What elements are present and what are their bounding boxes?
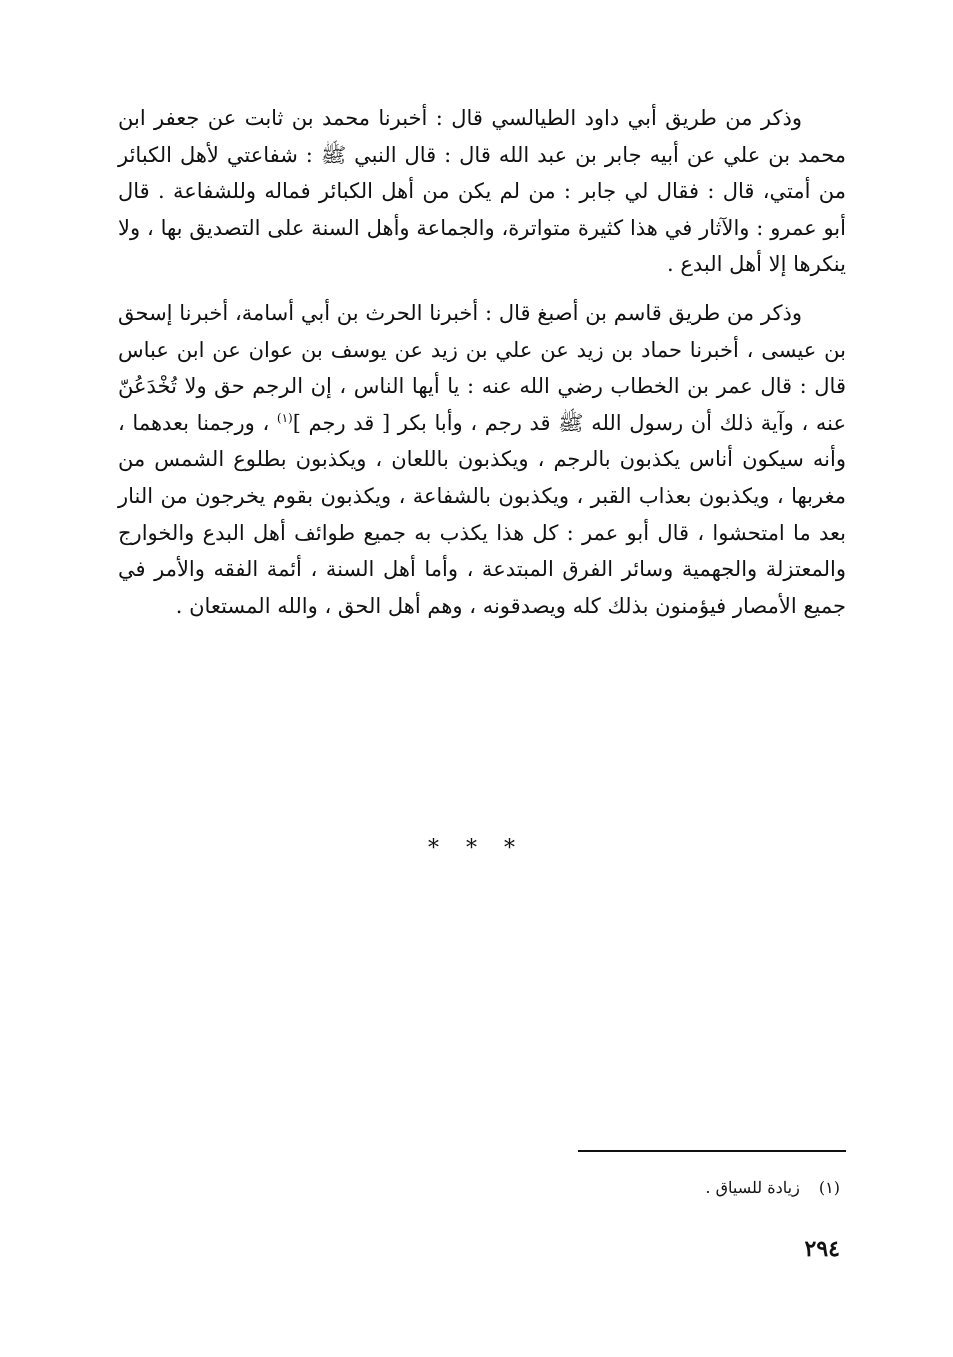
footnote-divider (578, 1150, 846, 1152)
footnote (440, 1178, 840, 1197)
footnote-reference: (١) (276, 410, 293, 425)
paragraph-2-text-before-ref: وذكر من طريق قاسم بن أصبغ قال : أخبرنا الحرث بن أبي أسامة، أخبرنا إسحق بن عيسى ، أخبرنا حماد بن زيد عن علي بن زيد عن يوسف بن عوان عن ابن عباس قال : قال عمر بن الخطاب رضي الله عنه : يا أيها الناس ، إن الرجم حق ولا تُخْدَعُنّ عنه ، وآية ذلك أن رسول الله ﷺ قد رجم ، وأبا بكر [ قد رجم ] (118, 300, 846, 435)
paragraph-1-text: وذكر من طريق أبي داود الطيالسي قال : أخبرنا محمد بن ثابت عن جعفر ابن محمد بن علي عن أبيه جابر بن عبد الله قال : قال النبي ﷺ : شفاعتي لأهل الكبائر من أمتي، قال : فقال لي جابر : من لم يكن من أهل الكبائر فماله وللشفاعة . قال أبو عمرو : والآثار في هذا كثيرة متواترة، والجماعة وأهل السنة على التصديق بها ، ولا ينكرها إلا أهل البدع . (118, 106, 846, 277)
section-separator: * * * (428, 836, 525, 861)
footnote-text: زيادة للسياق . (705, 1178, 800, 1197)
footnote-number: (١) (818, 1178, 840, 1197)
page-number: ٢٩٤ (804, 1236, 840, 1262)
paragraph-1 (118, 100, 846, 283)
paragraph-2 (118, 295, 846, 624)
main-text (118, 100, 846, 624)
paragraph-2-text-after-ref: ، ورجمنا بعدهما ، وأنه سيكون أناس يكذبون بالرجم ، ويكذبون باللعان ، ويكذبون بطلوع الشمس من مغربها ، ويكذبون بعذاب القبر ، ويكذبون بالشفاعة ، ويكذبون بقوم يخرجون من النار بعد ما امتحشوا ، قال أبو عمر : كل هذا يكذب به جميع طوائف أهل البدع والخوارج والمعتزلة والجهمية وسائر الفرق المبتدعة ، وأما أهل السنة ، أئمة الفقه والأمر في جميع الأمصار فيؤمنون بذلك كله ويصدقونه ، وهم أهل الحق ، والله المستعان . (118, 410, 846, 618)
